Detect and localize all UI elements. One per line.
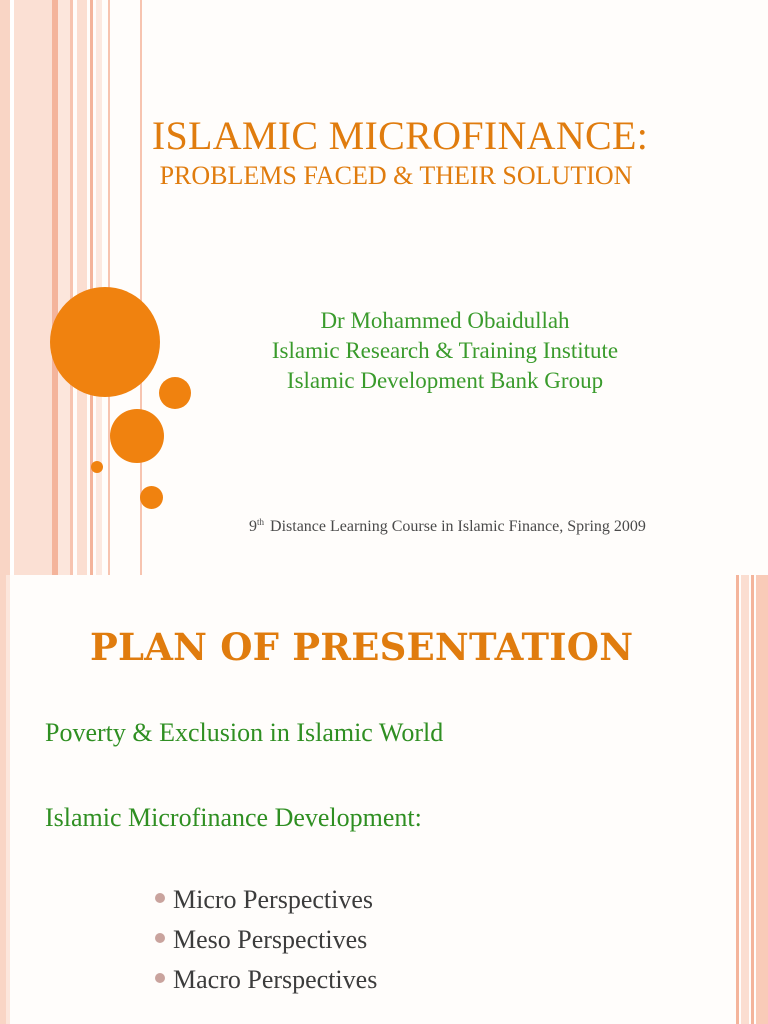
plan-slide bbox=[0, 575, 768, 1024]
bullet-icon bbox=[155, 893, 165, 903]
decorative-circle-medium bbox=[110, 409, 164, 463]
decorative-circle-small bbox=[140, 486, 163, 509]
bullet-icon bbox=[155, 933, 165, 943]
affiliation-bank: Islamic Development Bank Group bbox=[286, 368, 604, 393]
decorative-stripe bbox=[58, 0, 70, 575]
bullet-label: Macro Perspectives bbox=[173, 965, 378, 994]
decorative-stripe bbox=[14, 0, 52, 575]
decorative-stripe bbox=[70, 0, 73, 575]
decorative-circle-small bbox=[159, 377, 191, 409]
perspectives-list bbox=[155, 880, 377, 1000]
decorative-stripe bbox=[0, 0, 10, 575]
decorative-stripe bbox=[741, 575, 749, 1024]
decorative-stripe bbox=[756, 575, 768, 1024]
course-info bbox=[249, 517, 646, 536]
author-block bbox=[200, 306, 690, 396]
bullet-label: Meso Perspectives bbox=[173, 925, 368, 954]
decorative-circle-large bbox=[50, 287, 160, 397]
bullet-label: Micro Perspectives bbox=[173, 885, 374, 914]
bullet-icon bbox=[155, 973, 165, 983]
list-item bbox=[155, 960, 377, 1000]
list-item bbox=[155, 880, 377, 920]
slide-subtitle: PROBLEMS FACED & THEIR SOLUTION bbox=[159, 161, 633, 190]
decorative-stripe bbox=[736, 575, 739, 1024]
decorative-stripe bbox=[140, 0, 142, 575]
list-item bbox=[155, 920, 377, 960]
slide-title: ISLAMIC MICROFINANCE: bbox=[151, 113, 649, 158]
author-name: Dr Mohammed Obaidullah bbox=[320, 308, 570, 333]
decorative-circle-tiny bbox=[91, 461, 103, 473]
agenda-item-poverty: Poverty & Exclusion in Islamic World bbox=[45, 718, 444, 747]
decorative-stripe bbox=[6, 575, 10, 1024]
decorative-stripe bbox=[751, 575, 754, 1024]
slide-title: PLAN OF PRESENTATION bbox=[90, 625, 634, 669]
affiliation-institute: Islamic Research & Training Institute bbox=[271, 338, 619, 363]
course-ordinal-suffix: th bbox=[257, 517, 265, 527]
agenda-item-development: Islamic Microfinance Development: bbox=[45, 803, 422, 832]
course-ordinal: 9 bbox=[249, 518, 257, 535]
decorative-stripe bbox=[77, 0, 87, 575]
course-text: Distance Learning Course in Islamic Finance, Spring 2009 bbox=[270, 518, 646, 535]
